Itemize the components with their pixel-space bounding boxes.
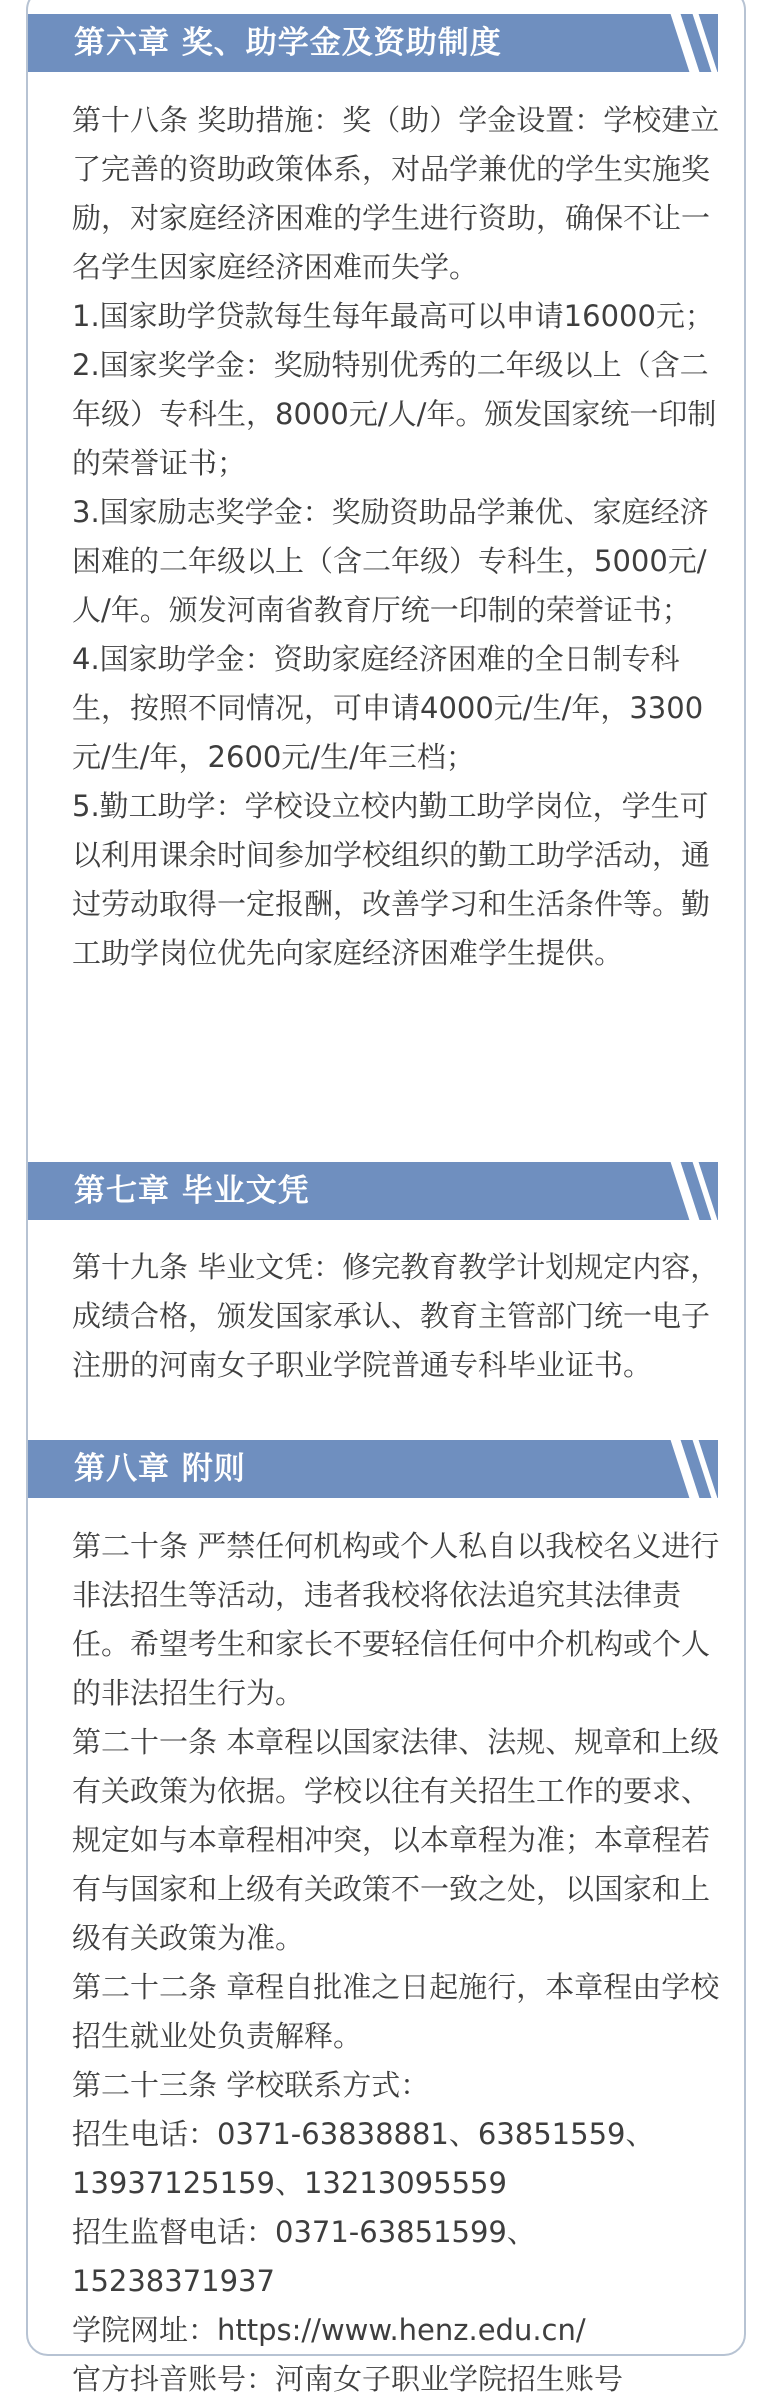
contact-supervision-phone: 招生监督电话：0371-63851599、15238371937	[72, 2215, 536, 2298]
article-21: 第二十一条 本章程以国家法律、法规、规章和上级有关政策为依据。学校以往有关招生工作的要求、规定如与本章程相冲突，以本章程为准；本章程若有与国家和上级有关政策不一致之处，以国家和上级有关政策为准。	[72, 1725, 720, 1955]
article-20: 第二十条 严禁任何机构或个人私自以我校名义进行非法招生等活动，违者我校将依法追究其法律责任。希望考生和家长不要轻信任何中介机构或个人的非法招生行为。	[72, 1529, 720, 1710]
chapter-6-body	[72, 96, 732, 978]
list-item: 2.国家奖学金：奖励特别优秀的二年级以上（含二年级）专科生，8000元/人/年。颁发国家统一印制的荣誉证书；	[72, 348, 717, 480]
chapter-8-title: 第八章 附则	[74, 1451, 246, 1487]
chapter-8-body	[72, 1522, 732, 2404]
list-item: 1.国家助学贷款每生每年最高可以申请16000元；	[72, 299, 714, 333]
article-19: 第十九条 毕业文凭：修完教育教学计划规定内容，成绩合格，颁发国家承认、教育主管部门统一电子注册的河南女子职业学院普通专科毕业证书。	[72, 1250, 720, 1382]
list-item: 4.国家助学金：资助家庭经济困难的全日制专科生，按照不同情况，可申请4000元/生/年，3300元/生/年，2600元/生/年三档；	[72, 642, 704, 774]
chapter-7-title: 第七章 毕业文凭	[74, 1173, 310, 1209]
chapter-6-header	[28, 14, 718, 72]
chapter-7-header	[28, 1162, 718, 1220]
contact-phone: 招生电话：0371-63838881、63851559、13937125159、13213095559	[72, 2117, 655, 2200]
contact-website: 学院网址：https://www.henz.edu.cn/	[72, 2313, 586, 2347]
article-18: 第十八条 奖助措施：奖（助）学金设置：学校建立了完善的资助政策体系，对品学兼优的学生实施奖励，对家庭经济困难的学生进行资助，确保不让一名学生因家庭经济困难而失学。	[72, 103, 720, 284]
list-item: 3.国家励志奖学金：奖励资助品学兼优、家庭经济困难的二年级以上（含二年级）专科生，5000元/人/年。颁发河南省教育厅统一印制的荣誉证书；	[72, 495, 709, 627]
list-item: 5.勤工助学：学校设立校内勤工助学岗位，学生可以利用课余时间参加学校组织的勤工助学活动，通过劳动取得一定报酬，改善学习和生活条件等。勤工助学岗位优先向家庭经济困难学生提供。	[72, 789, 711, 970]
article-22: 第二十二条 章程自批准之日起施行，本章程由学校招生就业处负责解释。	[72, 1970, 720, 2053]
contact-douyin: 官方抖音账号：河南女子职业学院招生账号	[72, 2362, 624, 2396]
chapter-7-body	[72, 1243, 732, 1390]
article-23: 第二十三条 学校联系方式：	[72, 2068, 430, 2102]
chapter-6-title: 第六章 奖、助学金及资助制度	[74, 25, 502, 61]
chapter-8-header	[28, 1440, 718, 1498]
